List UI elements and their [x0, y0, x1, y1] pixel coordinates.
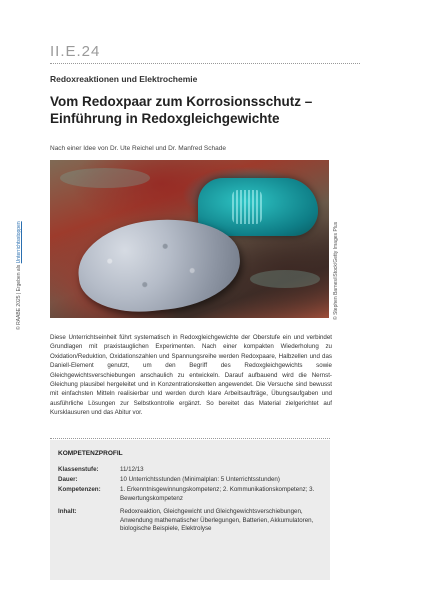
profile-value: 10 Unterrichtsstunden (Minimalplan: 5 Unterrichtsstunden): [120, 476, 280, 483]
copyright-text: © RAABE 2025 | Ergeben als: [16, 263, 22, 330]
copyright-link[interactable]: Unterrichtsstoppen: [16, 221, 22, 264]
profile-value: Redoxreaktion, Gleichgewicht und Gleichgewichtsverschiebungen, Anwendung mathematischer Überlegungen, Batterien, Akkumulatoren, biologische Beispiele, Elektrolyse: [120, 508, 314, 533]
page-title-line-2: Einführung in Redoxgleichgewichte: [50, 111, 280, 126]
topic-subtitle: Redoxreaktionen und Elektrochemie: [50, 74, 198, 84]
cover-photo: [50, 160, 329, 318]
photo-streak: [250, 270, 320, 288]
side-copyright: [16, 221, 22, 330]
profile-key: Klassenstufe:: [58, 466, 99, 473]
page-title: [50, 93, 350, 127]
profile-divider: [50, 438, 330, 439]
profile-title: KOMPETENZPROFIL: [58, 450, 123, 457]
teal-object: [198, 178, 318, 236]
teal-object-ridges: [232, 190, 262, 224]
profile-value: 11/12/13: [120, 466, 144, 473]
intro-text: [50, 333, 332, 418]
intro-paragraph: Diese Unterrichtseinheit führt systematisch in Redoxgleichgewichte der Oberstufe ein und verbindet Grundlagen mit praxistauglichen Experimenten. Nach einer kompakten Wiederholung zu Oxidation/Reduktion, Oxidationszahlen und Spannungsreihe werden Redoxpaare, Halbzellen und das Daniell-Element genutzt, um den Begriff des Redoxgleichgewichts sowie Gleichgewichtsverschiebungen anschaulich zu entwickeln. Darauf aufbauend wird die Nernst-Gleichung plausibel hergeleitet und in Konzentrationsketten angewendet. Die Versuche sind bewusst mit einfachsten Mitteln realisierbar und werden durch klare Arbeitsaufträge, Übungsaufgaben und ausführliche Lösungen zur Selbstkontrolle ergänzt. So bereitet das Material zielgerichtet auf Kursklausuren und das Abitur vor.: [50, 334, 332, 417]
profile-value: 1. Erkenntnisgewinnungskompetenz; 2. Kommunikationskompetenz; 3. Bewertungskompetenz: [120, 486, 315, 502]
profile-key: Inhalt:: [58, 508, 77, 515]
authors-line: Nach einer Idee von Dr. Ute Reichel und Dr. Manfred Schade: [50, 145, 226, 152]
profile-key: Kompetenzen:: [58, 486, 101, 493]
photo-credit: © Stephen Barnes/iStock/Getty Images Plus: [333, 221, 339, 320]
profile-key: Dauer:: [58, 476, 78, 483]
competence-profile-box: [50, 440, 330, 580]
chapter-code: II.E.24: [50, 43, 101, 60]
top-divider: [50, 63, 360, 64]
photo-streak: [60, 168, 150, 188]
page-title-line-1: Vom Redoxpaar zum Korrosionsschutz –: [50, 94, 313, 109]
